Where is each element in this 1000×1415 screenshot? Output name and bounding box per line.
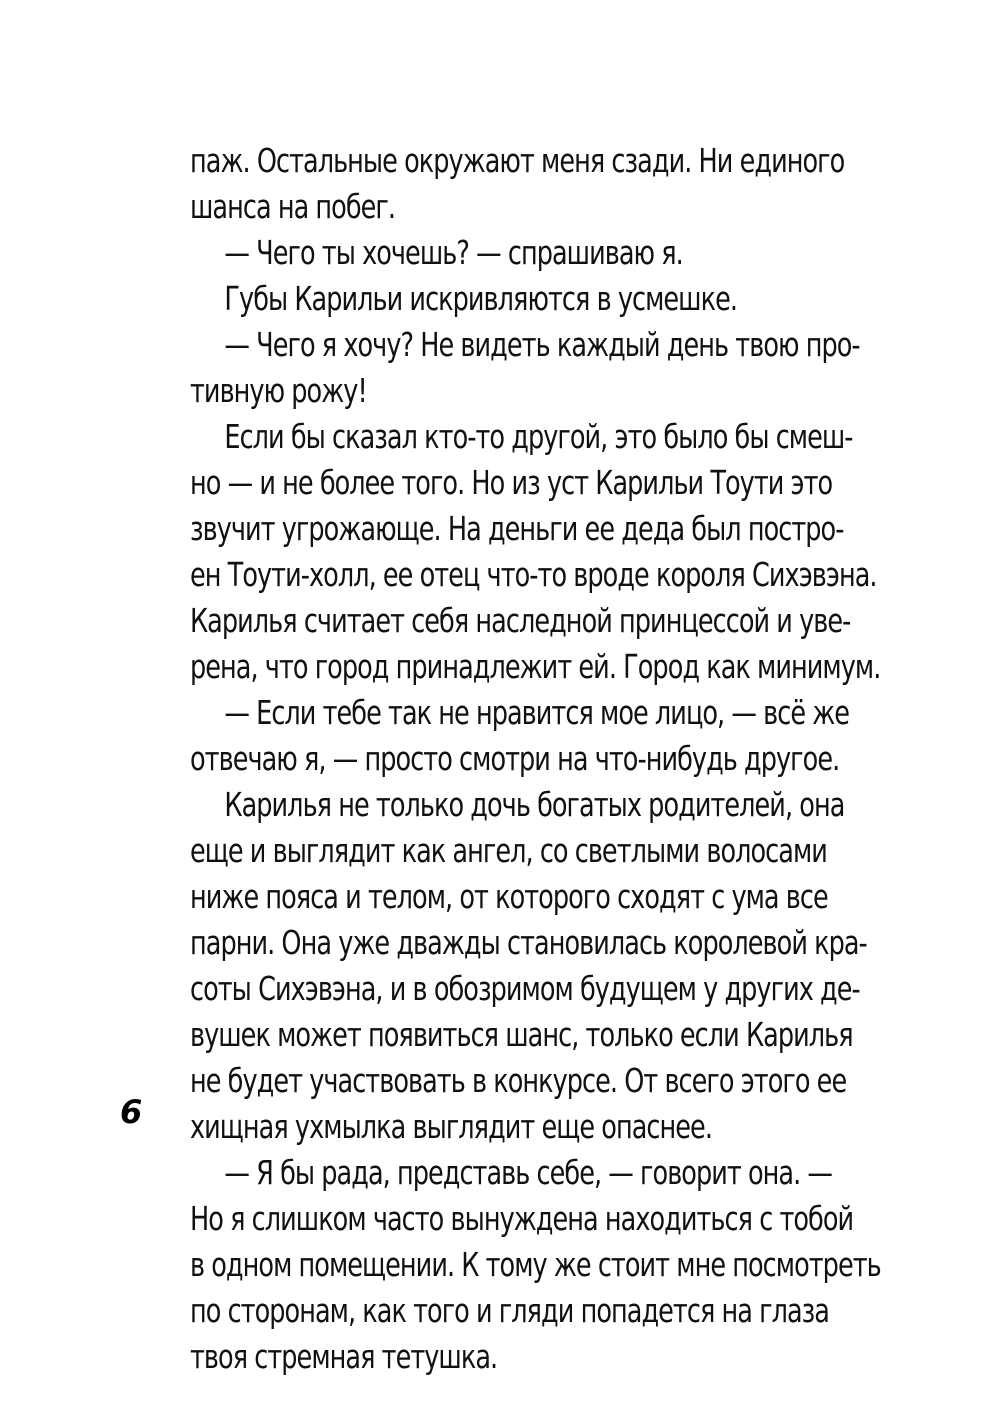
body-text — [190, 138, 890, 1380]
dialogue-line: — Чего я хочу? Не видеть каждый день твою про- — [224, 325, 860, 364]
dialogue-line: — Я бы рада, представь себе, — говорит она. — — [224, 1153, 833, 1192]
text-line: тивную рожу! — [190, 371, 367, 410]
page-number: 6 — [120, 1093, 143, 1131]
text-line: ниже пояса и телом, от которого сходят с ума все — [190, 877, 828, 916]
text-line: но — и не более того. Но из уст Карильи Тоути это — [190, 463, 833, 502]
text-line: хищная ухмылка выглядит еще опаснее. — [190, 1107, 712, 1146]
text-line: паж. Остальные окружают меня сзади. Ни единого — [190, 141, 845, 180]
paragraph-start: Карилья не только дочь богатых родителей, она — [224, 785, 845, 824]
text-line: Но я слишком часто вынуждена находиться с тобой — [190, 1199, 854, 1238]
paragraph-start: Губы Карильи искривляются в усмешке. — [224, 279, 738, 318]
text-line: ен Тоути-холл, ее отец что-то вроде короля Сихэвэна. — [190, 555, 877, 594]
text-line: соты Сихэвэна, и в обозримом будущем у других де- — [190, 969, 860, 1008]
text-line: отвечаю я, — просто смотри на что-нибудь другое. — [190, 739, 840, 778]
text-line: твоя стремная тетушка. — [190, 1337, 498, 1376]
dialogue-line: — Чего ты хочешь? — спрашиваю я. — [224, 233, 683, 272]
dialogue-line: — Если тебе так не нравится мое лицо, — всё же — [224, 693, 850, 732]
text-line: вушек может появиться шанс, только если Карилья — [190, 1015, 853, 1054]
text-line: по сторонам, как того и гляди попадется на глаза — [190, 1291, 830, 1330]
text-line: еще и выглядит как ангел, со светлыми волосами — [190, 831, 827, 870]
paragraph-start: Если бы сказал кто-то другой, это было бы смеш- — [224, 417, 853, 456]
text-line: в одном помещении. К тому же стоит мне посмотреть — [190, 1245, 881, 1284]
text-line: парни. Она уже дважды становилась королевой кра- — [190, 923, 867, 962]
text-line: рена, что город принадлежит ей. Город как минимум. — [190, 647, 881, 686]
text-line: шанса на побег. — [190, 187, 396, 226]
text-line: Карилья считает себя наследной принцессой и уве- — [190, 601, 851, 640]
text-line: не будет участвовать в конкурсе. От всего этого ее — [190, 1061, 847, 1100]
text-line: звучит угрожающе. На деньги ее деда был постро- — [190, 509, 844, 548]
